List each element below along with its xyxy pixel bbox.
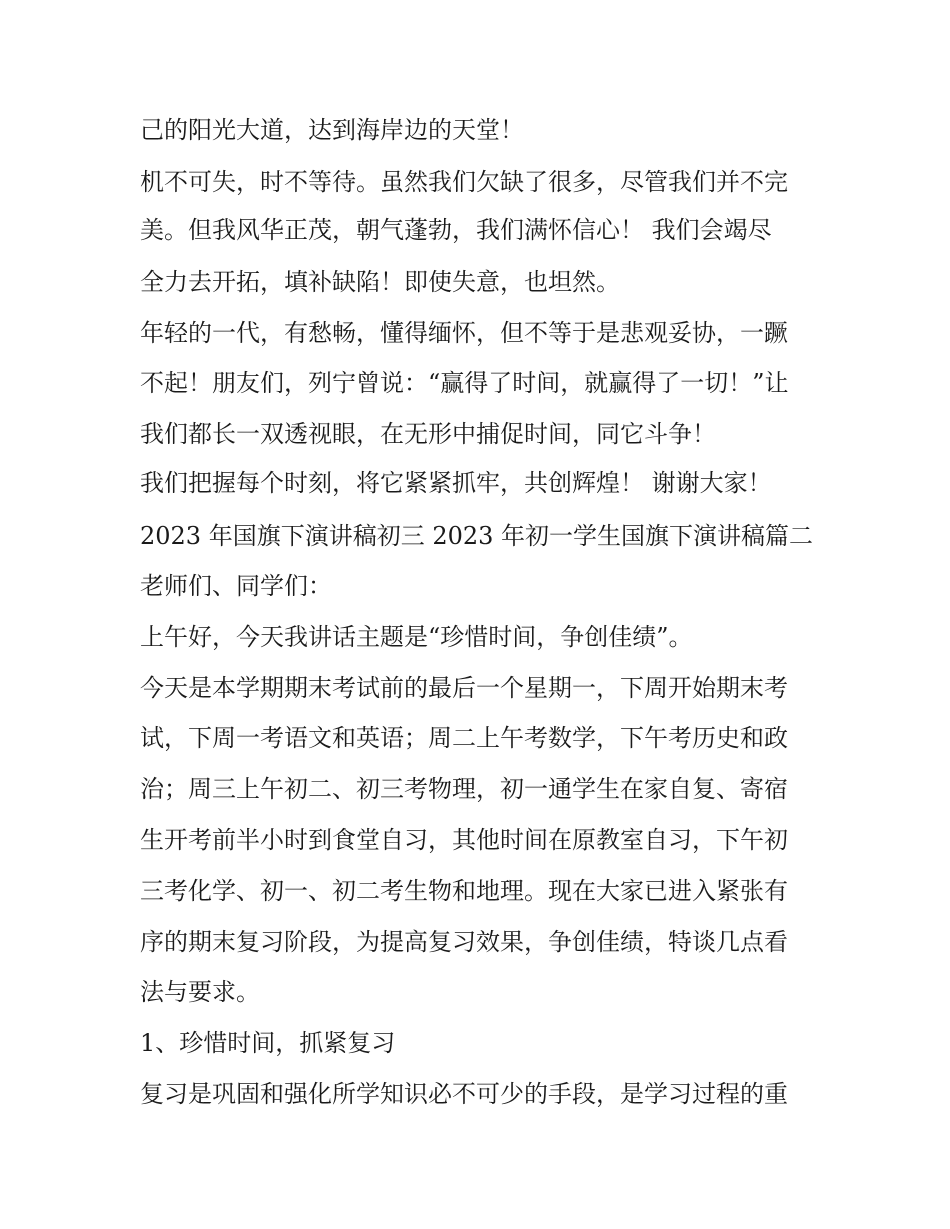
- text-line: 法与要求。: [140, 978, 260, 1006]
- section-heading: 1、珍惜时间，抓紧复习: [140, 1029, 396, 1057]
- text-line: 我们都长一双透视眼，在无形中捕促时间，同它斗争！: [140, 420, 716, 448]
- text-line: 己的阳光大道，达到海岸边的天堂！: [140, 116, 524, 144]
- text-line: 上午好，今天我讲话主题是“珍惜时间，争创佳绩”。: [140, 623, 693, 651]
- text-line: 序的期末复习阶段，为提高复习效果，争创佳绩，特谈几点看: [140, 928, 788, 956]
- text-line: 三考化学、初一、初二考生物和地理。现在大家已进入紧张有: [140, 877, 788, 905]
- text-line: 不起！朋友们，列宁曾说：“赢得了时间，就赢得了一切！”让: [140, 369, 789, 397]
- text-line: 年轻的一代，有愁畅，懂得缅怀，但不等于是悲观妥协，一蹶: [140, 319, 788, 347]
- text-line: 我们把握每个时刻，将它紧紧抓牢，共创辉煌！ 谢谢大家！: [140, 469, 772, 497]
- text-line: 美。但我风华正茂，朝气蓬勃，我们满怀信心！ 我们会竭尽: [140, 216, 772, 244]
- text-line: 今天是本学期期末考试前的最后一个星期一，下周开始期末考: [140, 674, 788, 702]
- text-line: 复习是巩固和强化所学知识必不可少的手段，是学习过程的重: [140, 1080, 788, 1108]
- text-line: 全力去开拓，填补缺陷！即使失意，也坦然。: [140, 268, 620, 296]
- text-line: 2023 年国旗下演讲稿初三 2023 年初一学生国旗下演讲稿篇二: [140, 522, 814, 550]
- text-line: 生开考前半小时到食堂自习，其他时间在原教室自习，下午初: [140, 826, 788, 854]
- text-line: 机不可失，时不等待。虽然我们欠缺了很多，尽管我们并不完: [140, 168, 788, 196]
- text-line: 治；周三上午初二、初三考物理，初一通学生在家自复、寄宿: [140, 775, 788, 803]
- text-line: 试，下周一考语文和英语；周二上午考数学，下午考历史和政: [140, 724, 788, 752]
- text-line: 老师们、同学们：: [140, 572, 332, 600]
